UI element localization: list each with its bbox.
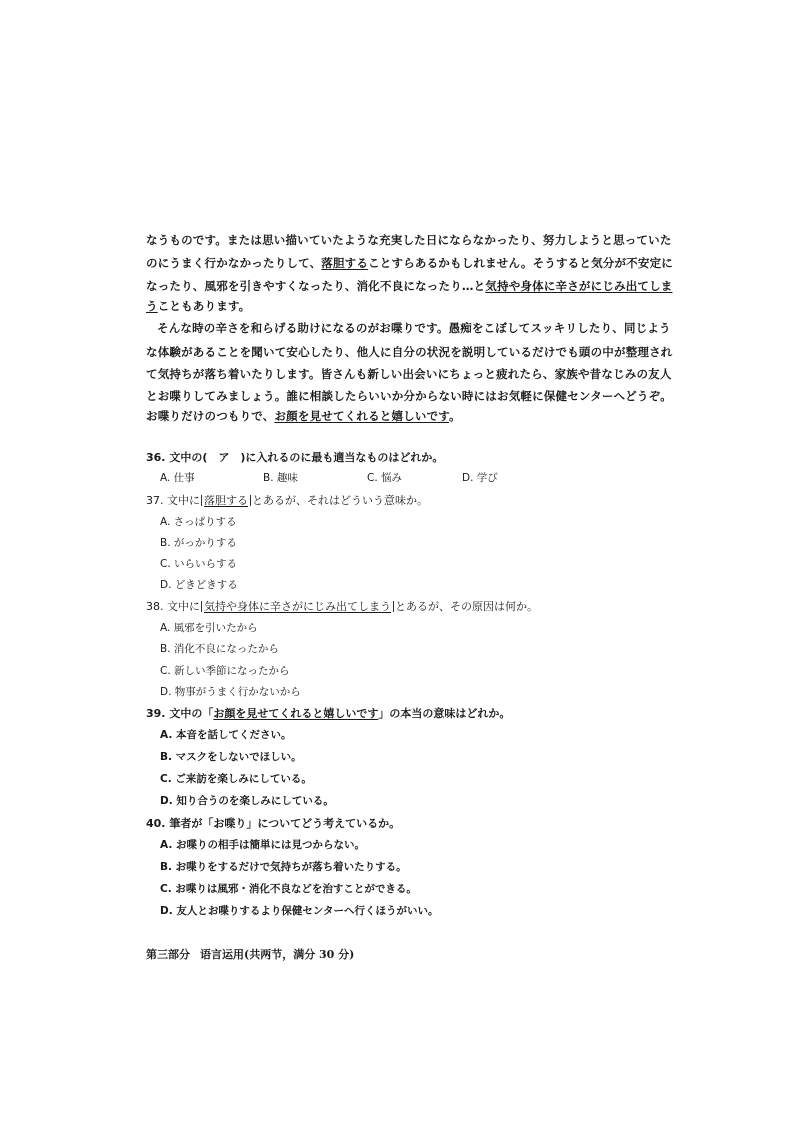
option-b[interactable]: B. 趣味 [263,472,298,484]
option-b[interactable]: B. お喋りをするだけで気持ちが落ち着いたりする。 [160,861,407,873]
underlined-phrase: お顔を見せてくれると嬉しいです [274,409,450,423]
passage-text: のにうまく行かなかったりして、 [146,256,322,270]
passage-text: こともあります。 [157,299,251,313]
option-c[interactable]: C. お喋りは風邪・消化不良などを治すことができる。 [160,883,417,895]
option-d[interactable]: D. 学び [462,472,498,484]
option-b[interactable]: B. 消化不良になったから [160,643,279,655]
passage-text: なったり、風邪を引きやすくなったり、消化不良になったり…と [146,279,486,293]
passage-line [146,278,673,294]
option-c[interactable]: C. 悩み [367,472,403,484]
question-suffix: とあるが、それはどういう意味か。 [252,494,428,507]
question-suffix: とあるが、その原因は何か。 [395,600,538,613]
section-heading [146,946,354,962]
underlined-phrase: 落胆する [321,256,369,270]
passage-line [146,408,666,424]
passage-line [146,298,666,314]
question-suffix: 」の本当の意味はどれか。 [378,707,511,720]
option-c[interactable]: C. ご来訪を楽しみにしている。 [160,773,312,785]
option-d[interactable]: D. どきどきする [160,579,238,591]
quoted-phrase: お顔を見せてくれると嬉しいです [213,707,379,720]
question-text: 40. 筆者が「お喋り」についてどう考えているか。 [146,817,401,830]
passage-line: て気持ちが落ち着いたりします。皆さんも新しい出会いにちょっと疲れたら、家族や昔なじみの友人 [146,367,672,381]
option-a[interactable]: A. 本音を話してください。 [160,729,292,741]
passage-line: とお喋りしてみましょう。誰に相談したらいいか分からない時にはお気軽に保健センターへどうぞ。 [146,389,672,403]
underlined-phrase: 気持や身体に辛さがにじみ出てしま [485,279,673,293]
option-d[interactable]: D. 友人とお喋りするより保健センターへ行くほうがいい。 [160,905,439,917]
passage-text: ことすらあるかもしれません。そうすると気分が不安定に [368,256,673,270]
passage-line: なうものです。または思い描いていたような充実した日にならなかったり、努力しようと思っていた [146,233,672,247]
section-title: 语言运用(共两节，满分 30 分) [200,948,355,961]
question-prefix: 38. 文中に [146,600,200,613]
passage-line [146,255,673,271]
question-prefix: 39. 文中の「 [146,707,214,720]
option-a[interactable]: A. さっぱりする [160,516,237,528]
option-b[interactable]: B. がっかりする [160,537,237,549]
underlined-phrase: う [146,299,158,313]
passage-line: な体験があることを聞いて安心したり、他人に自分の状況を説明しているだけでも頭の中が整理され [146,345,673,359]
quoted-phrase: 落胆する [201,495,251,506]
option-c[interactable]: C. いらいらする [160,558,238,570]
question-text [146,598,538,614]
option-a[interactable]: A. 風邪を引いたから [160,622,258,634]
option-b[interactable]: B. マスクをしないでほしい。 [160,751,302,763]
question-text [146,705,510,721]
option-a[interactable]: A. 仕事 [160,472,195,484]
passage-line: そんな時の辛さを和らげる助けになるのがお喋りです。愚痴をこぼしてスッキリしたり、同じよう [157,321,671,335]
question-text [146,492,428,508]
passage-text: お喋りだけのつもりで、 [146,409,275,423]
question-prefix: 37. 文中に [146,494,200,507]
option-d[interactable]: D. 知り合うのを楽しみにしている。 [160,795,334,807]
option-a[interactable]: A. お喋りの相手は簡単には見つからない。 [160,839,365,851]
passage-text: 。 [449,409,461,423]
question-text: 36. 文中の( ア )に入れるのに最も適当なものはどれか。 [146,451,444,464]
quoted-phrase: 気持や身体に辛さがにじみ出てしまう [201,601,394,612]
option-c[interactable]: C. 新しい季節になったから [160,665,290,677]
section-part: 第三部分 [146,948,190,961]
option-d[interactable]: D. 物事がうまく行かないから [160,686,301,698]
